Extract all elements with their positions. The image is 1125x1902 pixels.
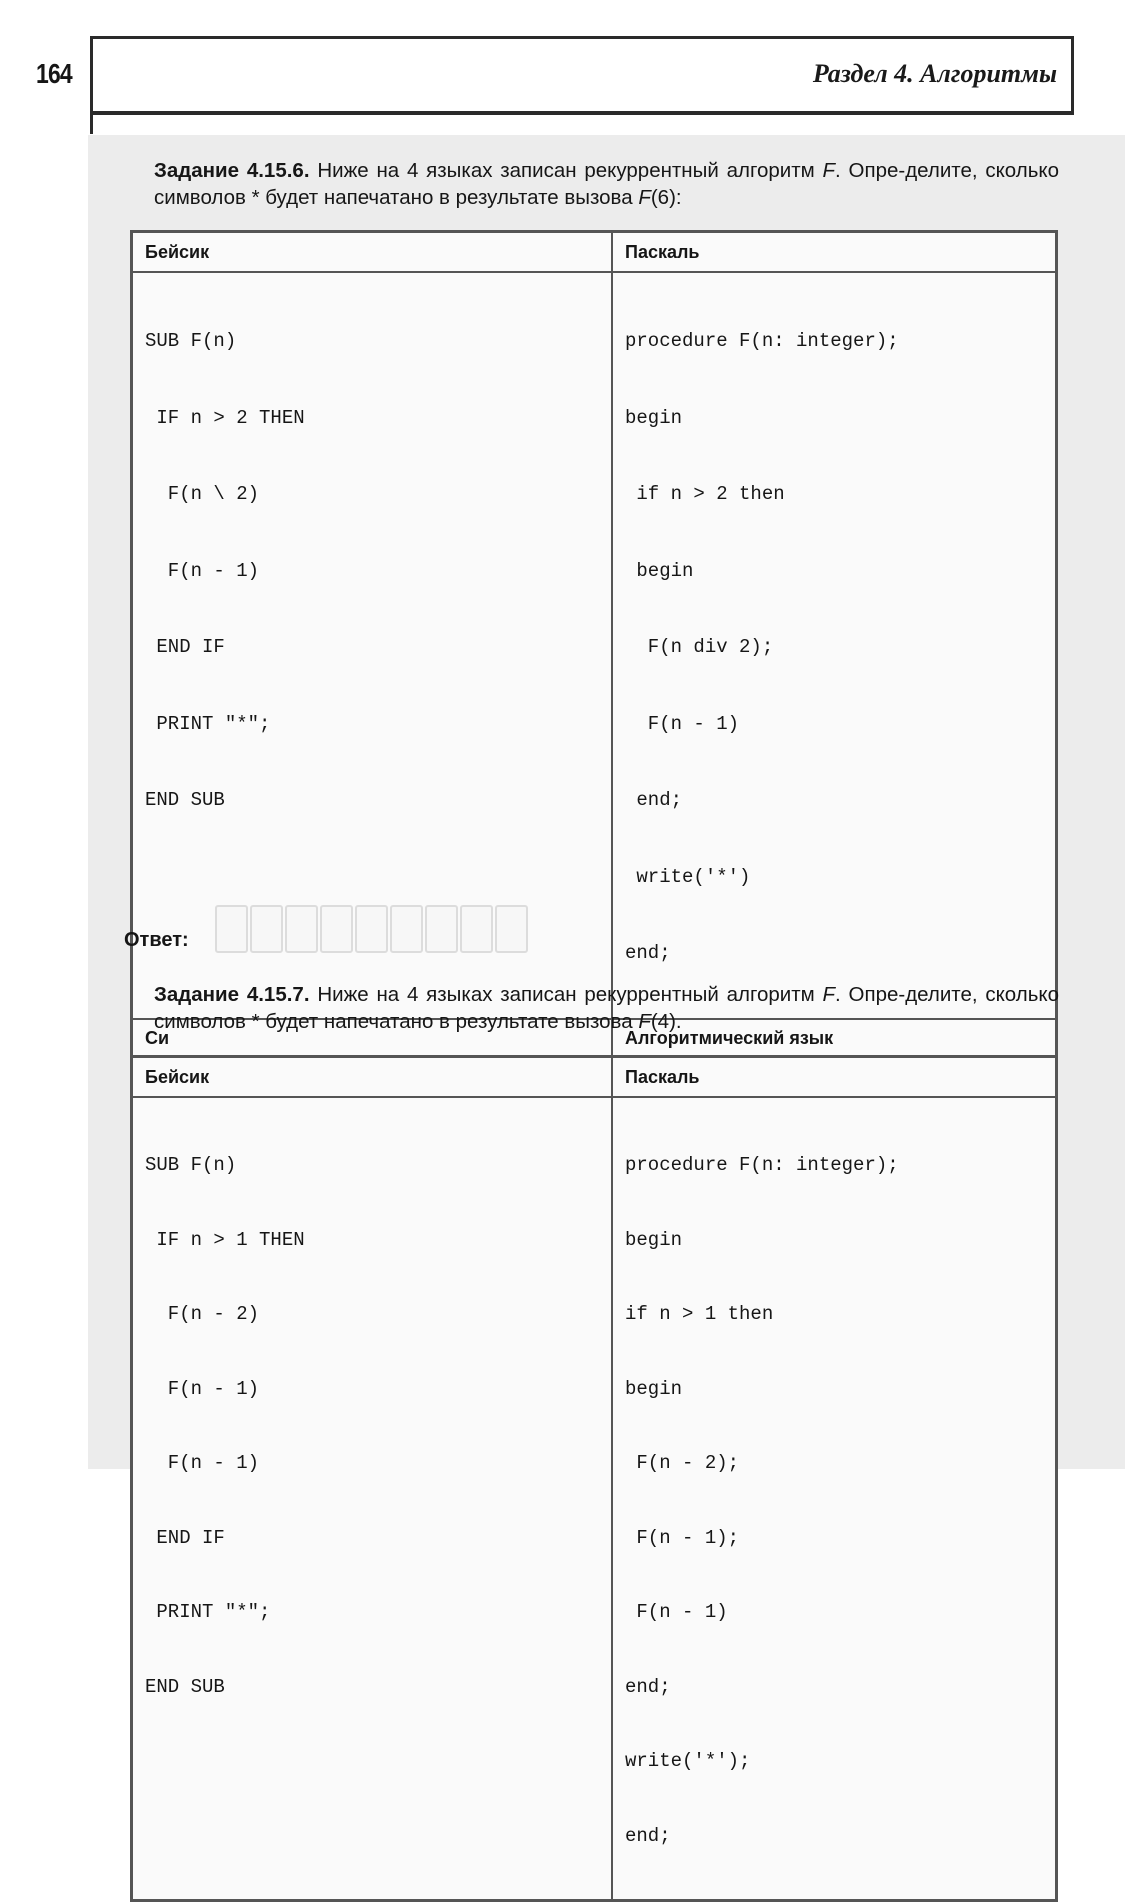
code-line: F(n - 2) (145, 1303, 260, 1325)
code-line: IF n > 2 THEN (145, 406, 305, 429)
call-arg: (6): (650, 186, 682, 209)
code-line: SUB F(n) (145, 330, 237, 352)
code-line: END SUB (145, 1675, 225, 1698)
code-line: F(n - 1) (625, 712, 740, 735)
code-line: if n > 1 then (625, 1303, 774, 1325)
content-area (88, 135, 1125, 1847)
code-line: procedure F(n: integer); (625, 1154, 899, 1176)
code-line: end; (625, 1675, 671, 1698)
code-line: SUB F(n) (145, 1154, 237, 1176)
task-text: Ниже на 4 языках записан рекуррентный алгоритм (309, 983, 823, 1006)
c-header: Си (132, 1019, 613, 1059)
answer-label: Ответ: (124, 929, 189, 951)
code-line: if n > 2 then (625, 483, 785, 505)
pascal-code (612, 272, 1057, 1019)
task-label: Задание 4.15.7. (154, 983, 310, 1006)
task-label: Задание 4.15.6. (154, 159, 310, 182)
basic-code (132, 1097, 613, 1901)
code-line: END IF (145, 636, 225, 658)
code-line: F(n - 1); (625, 1526, 740, 1549)
code-line: F(n div 2); (625, 636, 774, 658)
answer-cell[interactable] (390, 905, 423, 953)
code-line: begin (625, 1228, 683, 1251)
task-text: . Опре-делите, сколько символов * будет напечатано в результате вызова (154, 159, 1059, 209)
answer-cell[interactable] (495, 905, 528, 953)
answer-cell[interactable] (460, 905, 493, 953)
code-line: F(n \ 2) (145, 483, 260, 505)
task-4-15-6-statement (154, 157, 1059, 211)
code-line: PRINT "*"; (145, 712, 271, 735)
code-line: write('*') (625, 865, 751, 888)
answer-cell[interactable] (320, 905, 353, 953)
answer-cell[interactable] (355, 905, 388, 953)
basic-header: Бейсик (132, 1057, 613, 1098)
alg-header: Алгоритмический язык (612, 1019, 1057, 1059)
task-text: . Опре-делите, сколько символов * будет напечатано в результате вызова (154, 983, 1059, 1033)
page-number: 164 (36, 58, 72, 89)
code-line: end; (625, 789, 683, 811)
basic-header: Бейсик (132, 232, 613, 273)
code-line: begin (625, 559, 694, 582)
section-header (90, 36, 1074, 115)
code-line: F(n - 1) (145, 1452, 260, 1474)
answer-cells[interactable] (215, 905, 528, 953)
pascal-header: Паскаль (612, 232, 1057, 273)
pascal-header: Паскаль (612, 1057, 1057, 1098)
call-func: F (638, 186, 651, 209)
call-arg: (4). (650, 1010, 682, 1033)
code-line: end; (625, 942, 671, 964)
header-divider (90, 108, 93, 134)
code-line: IF n > 1 THEN (145, 1228, 305, 1251)
section-title: Раздел 4. Алгоритмы (812, 59, 1057, 88)
code-line: begin (625, 1377, 683, 1400)
answer-cell[interactable] (285, 905, 318, 953)
func-name: F (822, 159, 836, 182)
code-line: begin (625, 406, 683, 429)
code-line: F(n - 1) (145, 1377, 260, 1400)
answer-cell[interactable] (215, 905, 248, 953)
code-line: procedure F(n: integer); (625, 330, 899, 352)
code-line: PRINT "*"; (145, 1601, 271, 1623)
answer-cell[interactable] (250, 905, 283, 953)
answer-cell[interactable] (425, 905, 458, 953)
code-line: write('*'); (625, 1750, 751, 1772)
code-line: F(n - 1) (145, 559, 260, 582)
call-func: F (638, 1010, 651, 1033)
task-text: Ниже на 4 языках записан рекуррентный алгоритм (309, 159, 823, 182)
code-line: F(n - 2); (625, 1452, 740, 1474)
pascal-code (612, 1097, 1057, 1901)
code-line: end; (625, 1824, 671, 1847)
code-line: F(n - 1) (625, 1601, 728, 1623)
code-line: END SUB (145, 789, 225, 811)
code-table-task-2 (130, 1055, 1058, 1902)
code-line: END IF (145, 1526, 225, 1549)
func-name: F (822, 983, 836, 1006)
task-4-15-7-statement (154, 981, 1059, 1035)
